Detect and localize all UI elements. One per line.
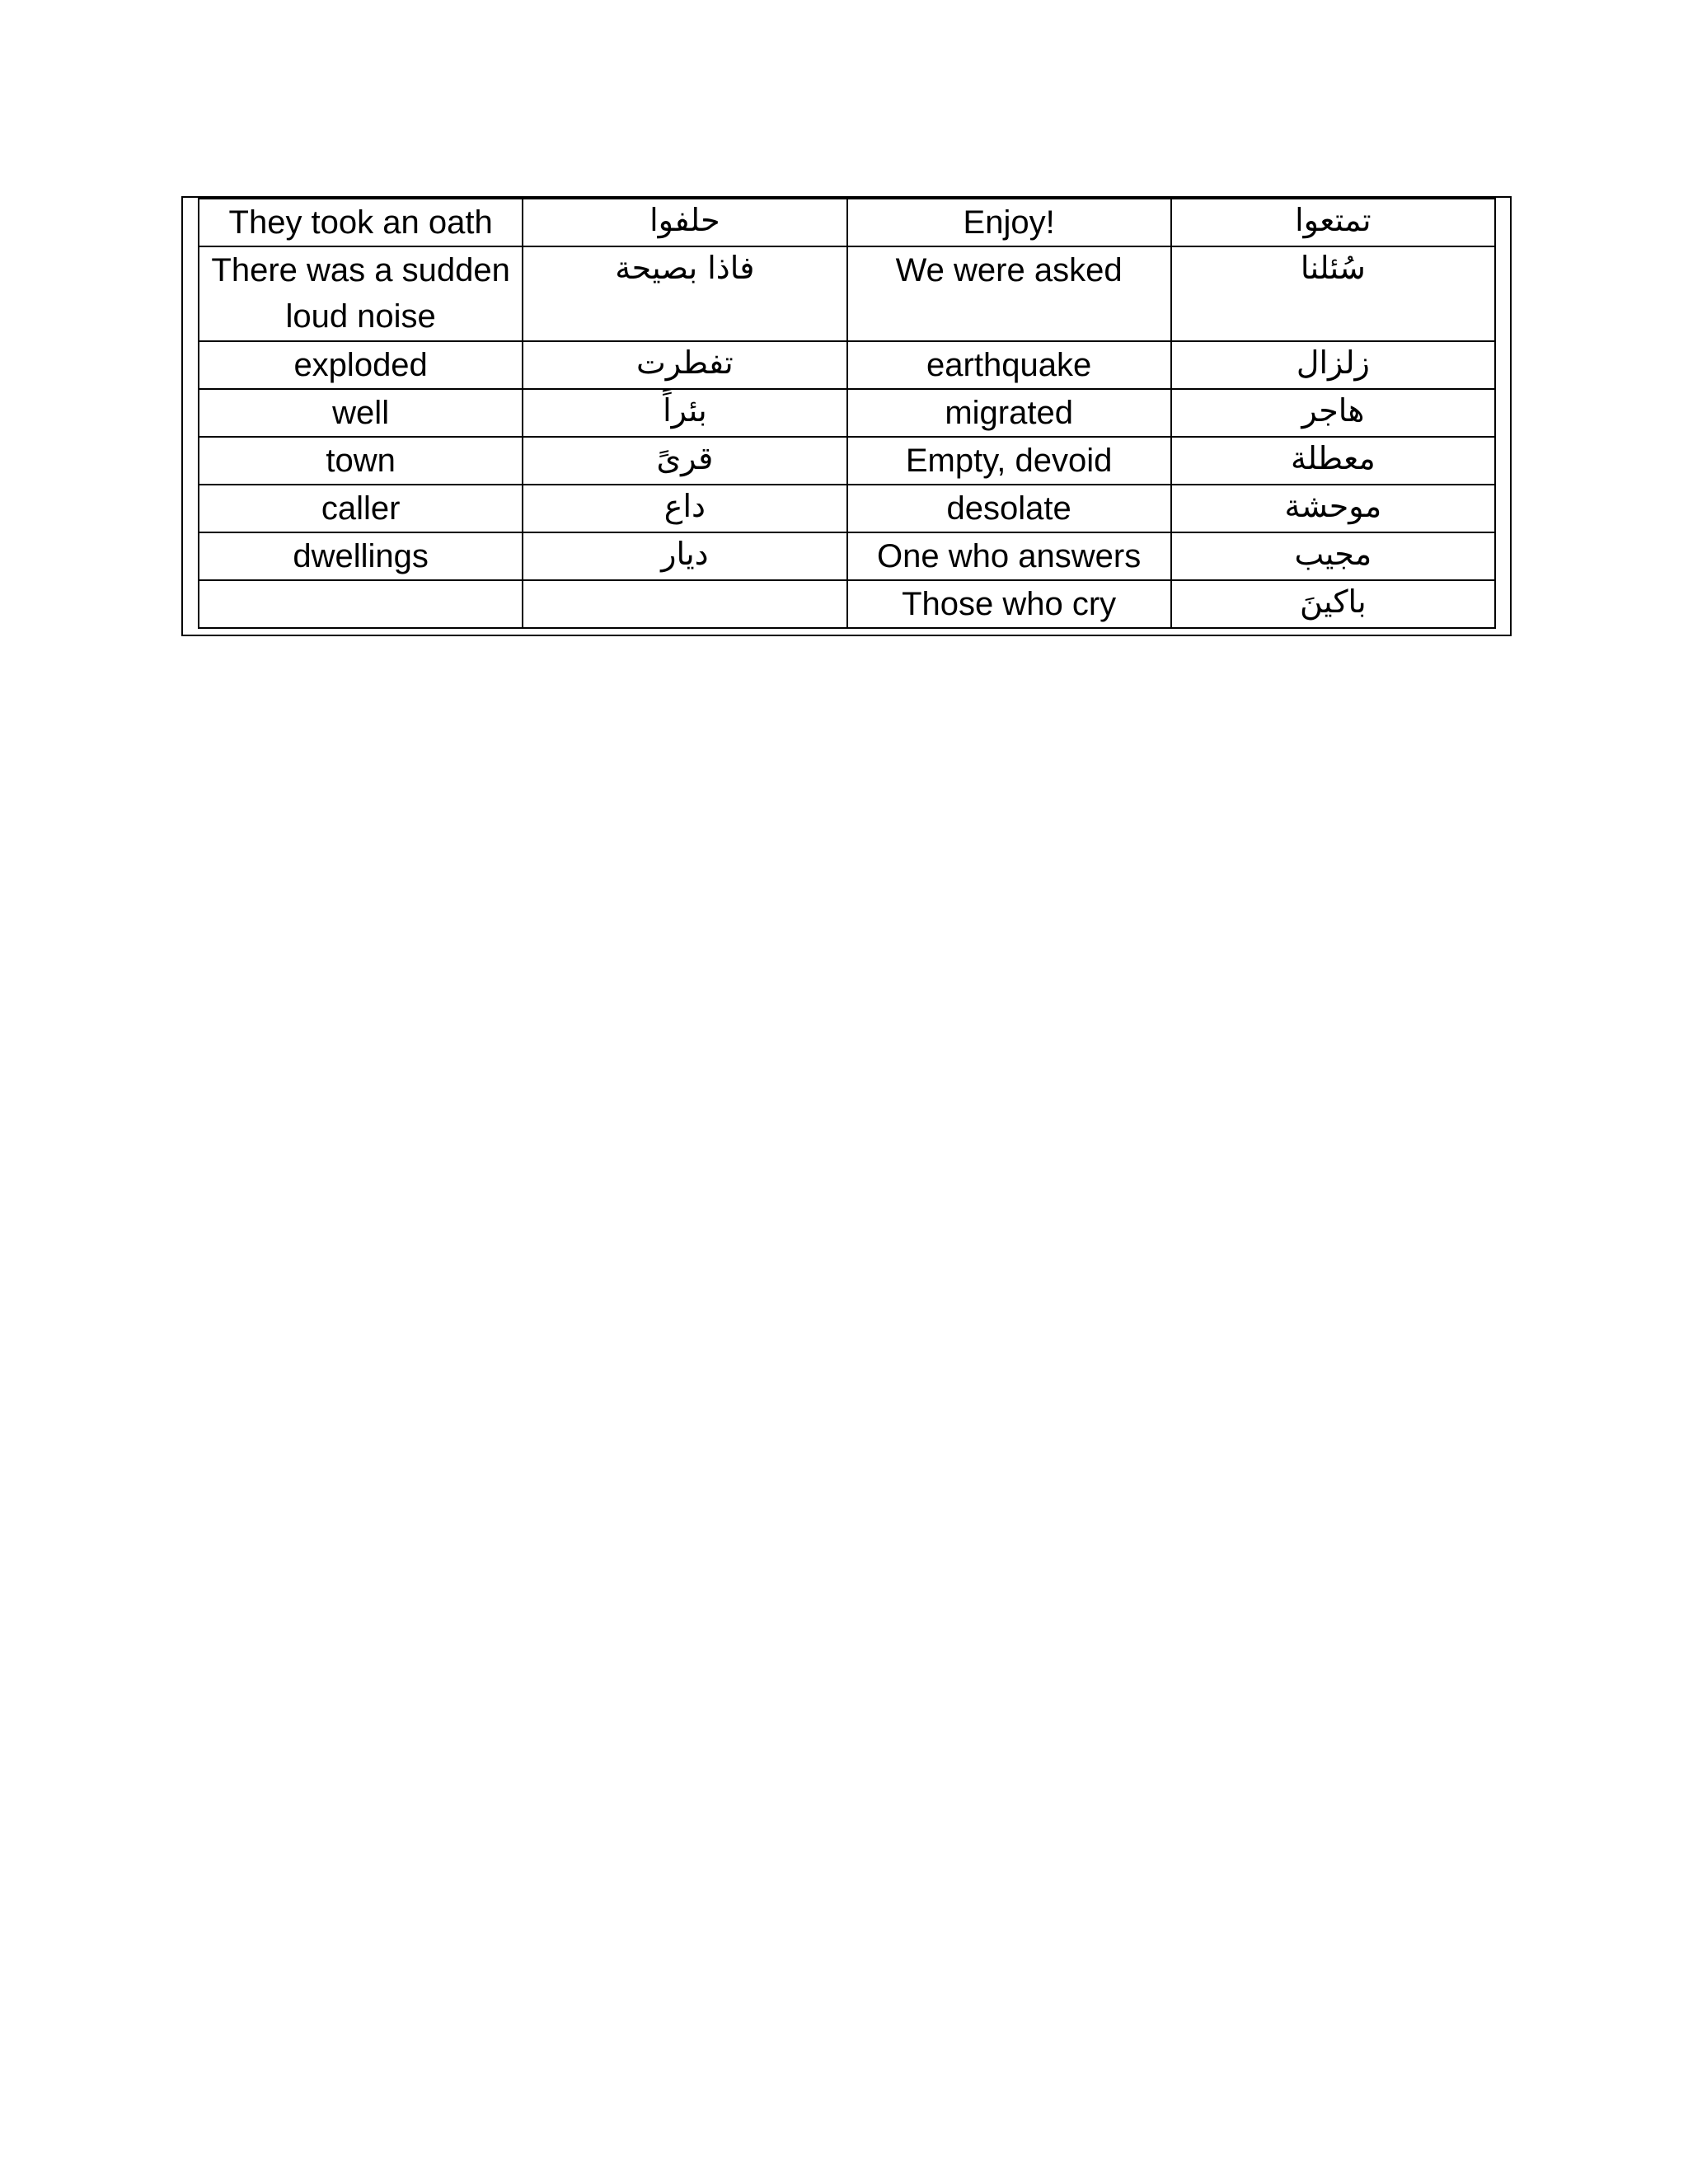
- arabic-word-cell: داع: [523, 485, 846, 532]
- arabic-word-cell: تمتعوا: [1171, 199, 1495, 246]
- english-meaning-cell: One who answers: [847, 532, 1171, 580]
- vocabulary-table: [198, 198, 1496, 629]
- arabic-word-cell: معطلة: [1171, 437, 1495, 485]
- arabic-word-cell: فاذا بصيحة: [523, 246, 846, 341]
- english-meaning-cell: Empty, devoid: [847, 437, 1171, 485]
- english-meaning-cell: caller: [199, 485, 523, 532]
- table-row: [199, 532, 1495, 580]
- english-meaning-cell: migrated: [847, 389, 1171, 437]
- table-row: [199, 341, 1495, 389]
- table-row: [199, 389, 1495, 437]
- empty-cell: [199, 580, 523, 628]
- table-row: [199, 580, 1495, 628]
- english-meaning-cell: desolate: [847, 485, 1171, 532]
- arabic-word-cell: مجيب: [1171, 532, 1495, 580]
- english-meaning-cell: There was a sudden loud noise: [199, 246, 523, 341]
- english-meaning-cell: earthquake: [847, 341, 1171, 389]
- arabic-word-cell: باكينَ: [1171, 580, 1495, 628]
- english-meaning-cell: exploded: [199, 341, 523, 389]
- table-row: [199, 246, 1495, 341]
- table-row: [199, 199, 1495, 246]
- arabic-word-cell: حلفوا: [523, 199, 846, 246]
- arabic-word-cell: بئراً: [523, 389, 846, 437]
- english-meaning-cell: Enjoy!: [847, 199, 1171, 246]
- english-meaning-cell: well: [199, 389, 523, 437]
- arabic-word-cell: هاجر: [1171, 389, 1495, 437]
- table-row: [199, 485, 1495, 532]
- empty-cell: [523, 580, 846, 628]
- arabic-word-cell: موحشة: [1171, 485, 1495, 532]
- english-meaning-cell: Those who cry: [847, 580, 1171, 628]
- arabic-word-cell: زلزال: [1171, 341, 1495, 389]
- english-meaning-cell: town: [199, 437, 523, 485]
- english-meaning-cell: We were asked: [847, 246, 1171, 341]
- arabic-word-cell: سُئلنا: [1171, 246, 1495, 341]
- arabic-word-cell: تفطرت: [523, 341, 846, 389]
- arabic-word-cell: ديار: [523, 532, 846, 580]
- english-meaning-cell: They took an oath: [199, 199, 523, 246]
- english-meaning-cell: dwellings: [199, 532, 523, 580]
- table-row: [199, 437, 1495, 485]
- arabic-word-cell: قرىً: [523, 437, 846, 485]
